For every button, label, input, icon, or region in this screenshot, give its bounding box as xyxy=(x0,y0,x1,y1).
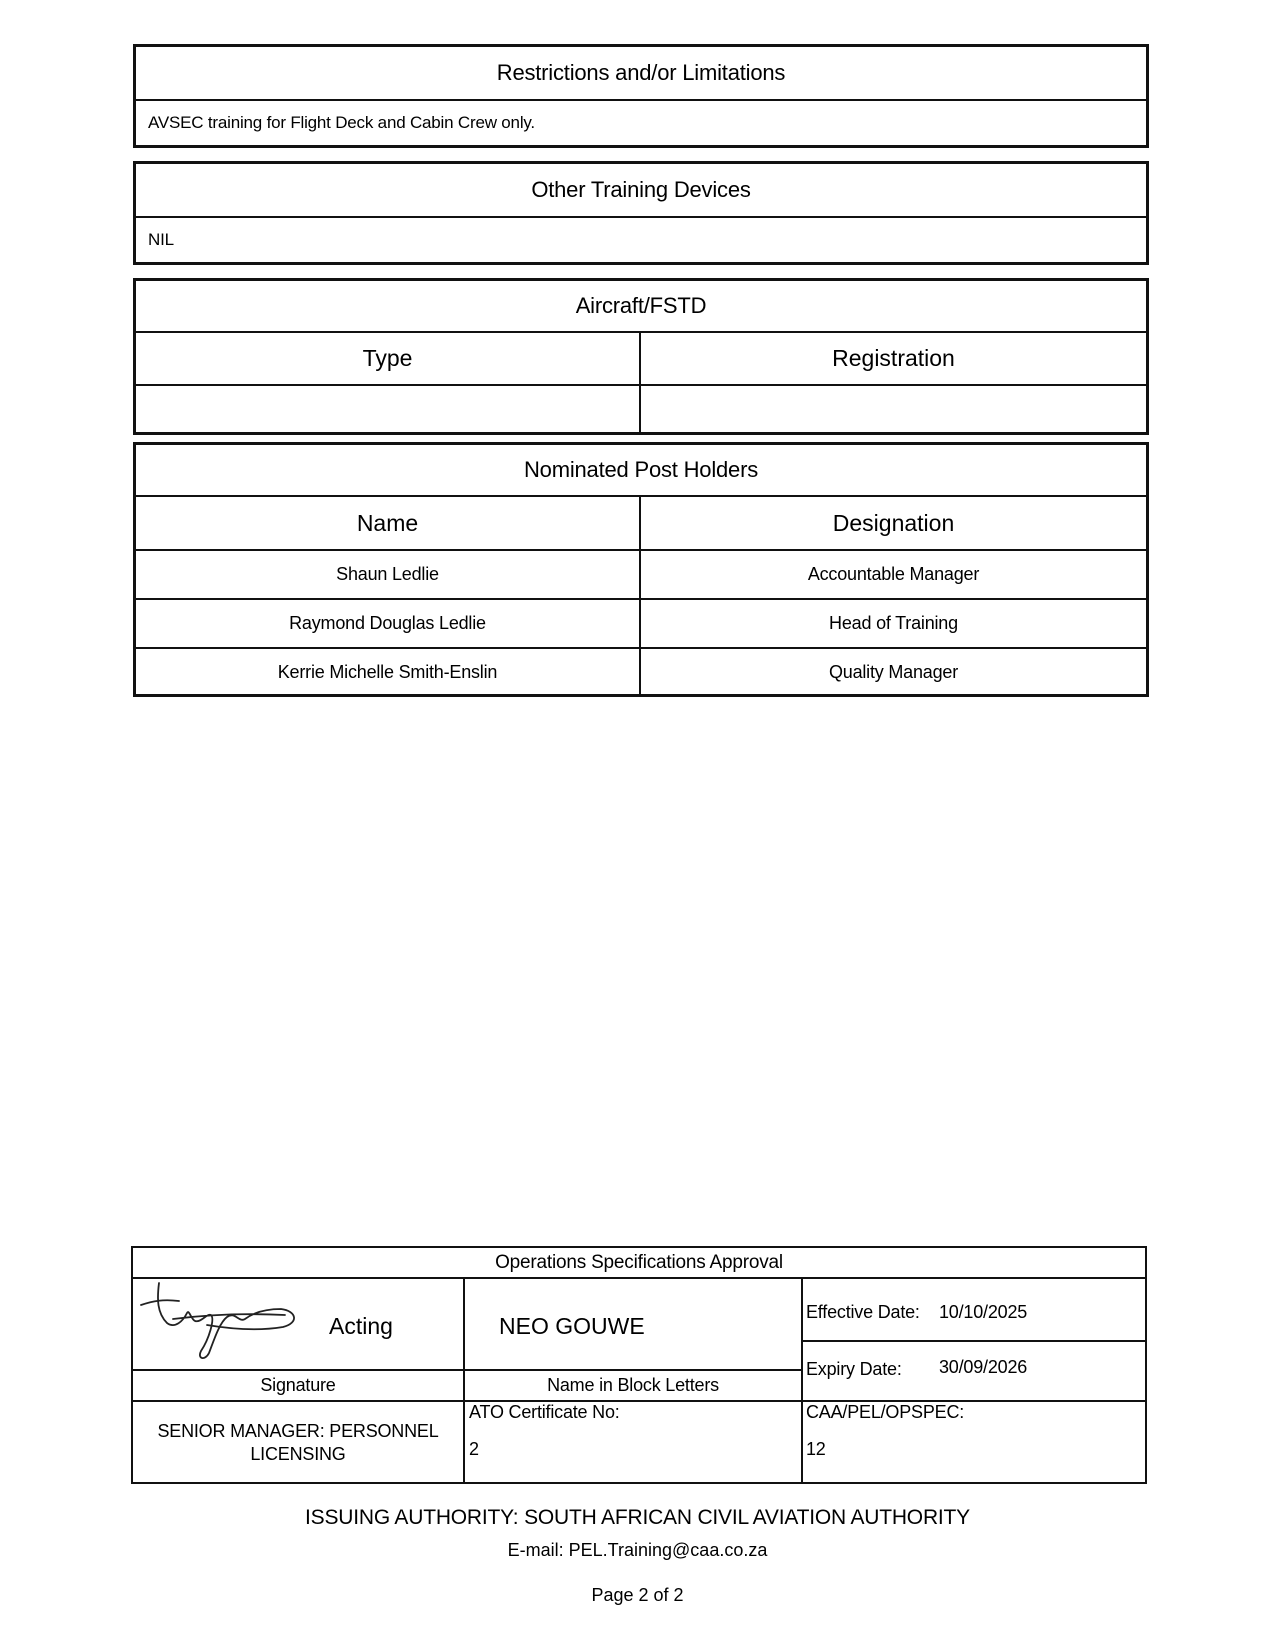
post-holder-designation: Accountable Manager xyxy=(807,564,980,584)
post-holders-header-row xyxy=(136,497,1146,551)
other-training-devices-section xyxy=(133,161,1149,265)
divider xyxy=(133,1369,465,1371)
restrictions-section xyxy=(133,44,1149,148)
column-header-name: Name xyxy=(136,497,641,549)
signature-label: Signature xyxy=(260,1375,336,1395)
opspec-value: 12 xyxy=(806,1439,826,1459)
aircraft-type-cell xyxy=(136,386,641,432)
contact-email: E-mail: PEL.Training@caa.co.za xyxy=(507,1540,768,1560)
ato-certificate-label: ATO Certificate No: xyxy=(469,1402,620,1422)
position-title-line1: SENIOR MANAGER: PERSONNEL xyxy=(157,1421,439,1441)
ato-certificate-value: 2 xyxy=(469,1439,479,1459)
operations-specifications-approval xyxy=(131,1246,1147,1484)
block-letters-label: Name in Block Letters xyxy=(547,1375,719,1395)
restrictions-title: Restrictions and/or Limitations xyxy=(136,47,1146,101)
table-row xyxy=(136,386,1146,432)
post-holder-designation: Quality Manager xyxy=(828,661,959,682)
aircraft-registration-cell xyxy=(641,386,1146,432)
column-header-type: Type xyxy=(136,333,641,384)
block-letters-name: NEO GOUWE xyxy=(499,1313,645,1339)
table-row xyxy=(136,649,1146,695)
issuing-authority: ISSUING AUTHORITY: SOUTH AFRICAN CIVIL AVIATION AUTHORITY xyxy=(305,1506,970,1529)
effective-date-label: Effective Date: xyxy=(806,1302,920,1322)
column-header-registration: Registration xyxy=(832,345,955,371)
aircraft-fstd-header-row xyxy=(136,333,1146,386)
restrictions-text: AVSEC training for Flight Deck and Cabin Crew only. xyxy=(148,113,535,132)
approval-title: Operations Specifications Approval xyxy=(133,1248,1145,1279)
page-number: Page 2 of 2 xyxy=(591,1585,684,1605)
other-training-devices-title: Other Training Devices xyxy=(136,164,1146,218)
opspec-label: CAA/PEL/OPSPEC: xyxy=(806,1402,965,1422)
column-header-designation: Designation xyxy=(832,509,955,536)
approval-grid xyxy=(133,1279,1145,1482)
table-row xyxy=(136,551,1146,600)
expiry-date-label: Expiry Date: xyxy=(806,1359,902,1379)
aircraft-fstd-table xyxy=(133,278,1149,435)
divider xyxy=(463,1369,803,1371)
post-holders-title: Nominated Post Holders xyxy=(136,445,1146,497)
other-training-devices-text: NIL xyxy=(148,230,174,249)
acting-label: Acting xyxy=(329,1313,393,1339)
signature-image xyxy=(135,1279,305,1365)
divider xyxy=(801,1340,1145,1342)
expiry-date-value: 30/09/2026 xyxy=(939,1357,1028,1377)
aircraft-fstd-title: Aircraft/FSTD xyxy=(136,281,1146,333)
post-holder-designation: Head of Training xyxy=(829,613,958,633)
post-holder-name: Shaun Ledlie xyxy=(136,551,641,598)
nominated-post-holders-table xyxy=(133,442,1149,697)
post-holder-name: Raymond Douglas Ledlie xyxy=(136,600,641,647)
divider xyxy=(801,1279,803,1482)
post-holder-name: Kerrie Michelle Smith-Enslin xyxy=(136,649,641,695)
effective-date-value: 10/10/2025 xyxy=(939,1302,1028,1322)
position-title-line2: LICENSING xyxy=(250,1444,346,1464)
divider xyxy=(133,1400,1145,1402)
table-row xyxy=(136,600,1146,649)
